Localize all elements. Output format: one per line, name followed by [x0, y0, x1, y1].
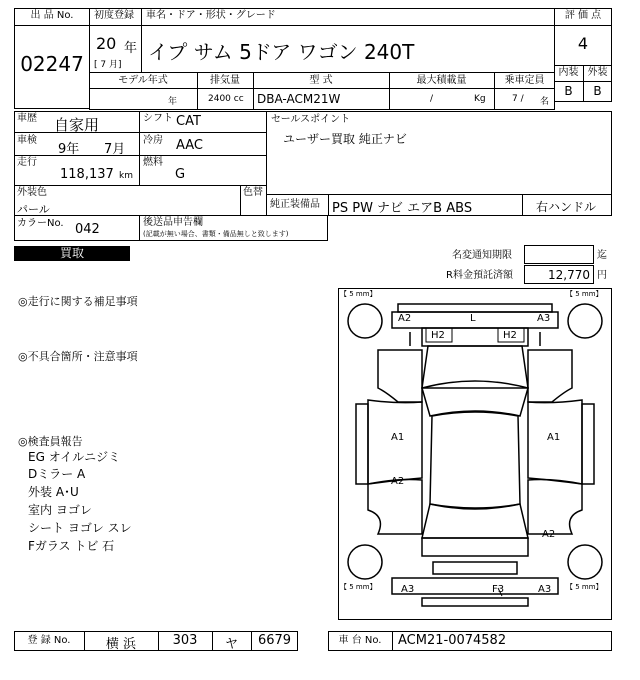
registration-label: 登 録 No. — [27, 635, 71, 646]
color-no-value: 042 — [75, 222, 100, 237]
tire-reading-front-right: 【 5 mm】 — [566, 290, 603, 298]
inspector-line: シート ヨゴレ スレ — [28, 521, 132, 535]
name-label: 車名・ドア・形状・グレード — [146, 10, 276, 21]
name-change-label: 名変通知期限 — [452, 250, 512, 261]
chassis-label: 車 台 No. — [338, 635, 382, 646]
damage-hood-right: H2 — [503, 330, 517, 341]
damage-side-right-rear: A2 — [542, 529, 556, 540]
chassis-number: ACM21-0074582 — [398, 633, 507, 648]
inspector-label: ◎検査員報告 — [18, 435, 83, 448]
damage-front-left: A2 — [398, 313, 412, 324]
driving-notes-label: ◎走行に関する補足事項 — [18, 295, 138, 308]
exterior-grade: B — [593, 84, 602, 98]
exterior-color-value: パール — [17, 203, 50, 216]
tire-reading-rear-right: 【 5 mm】 — [566, 583, 603, 591]
inspector-line: Fガラス トビ 石 — [28, 539, 115, 553]
color-change-label: 色替 — [243, 187, 263, 198]
first-reg-label: 初度登録 — [94, 10, 134, 21]
registration-number: 6679 — [257, 633, 292, 648]
damage-rear-center: F3 — [492, 584, 505, 595]
recycle-value: 12,770 — [548, 268, 590, 282]
capacity-unit: 名 — [540, 97, 550, 107]
history-label: 車歴 — [17, 113, 37, 124]
fuel-label: 燃料 — [143, 157, 163, 168]
name-change-box — [524, 245, 594, 264]
mileage-label: 走行 — [17, 157, 37, 168]
exterior-color-label: 外装色 — [17, 187, 47, 198]
color-no-label: カラーNo. — [17, 218, 64, 229]
history-value: 自家用 — [54, 116, 100, 134]
details-left — [14, 111, 267, 216]
sales-point-value: ユーザー買取 純正ナビ — [283, 132, 407, 146]
damage-front-right: A3 — [537, 313, 551, 324]
damage-side-right-front: A1 — [547, 432, 561, 443]
car-outline — [338, 288, 612, 620]
interior-label: 内装 — [558, 67, 579, 78]
postal-note: (記載が無い場合、書類・備品無しと致します) — [143, 230, 289, 238]
mileage-unit: km — [119, 171, 133, 181]
equipment-label: 純正装備品 — [270, 199, 320, 210]
purchase-badge: 買取 — [14, 246, 130, 261]
inspection-label: 車検 — [17, 135, 37, 146]
max-load-unit: Kg — [474, 94, 486, 104]
inspection-year: 9年 — [58, 142, 80, 157]
displacement-label: 排気量 — [210, 75, 240, 86]
model-year-label: モデル年式 — [118, 75, 168, 86]
exterior-label: 外装 — [587, 67, 608, 78]
ac-value: AAC — [176, 138, 203, 153]
inspector-line: 室内 ヨゴレ — [28, 503, 92, 517]
steering-value: 右ハンドル — [536, 200, 597, 214]
capacity-label: 乗車定員 — [504, 75, 545, 86]
inspector-line: EG オイルニジミ — [28, 450, 121, 464]
sales-point-label: セールスポイント — [271, 114, 351, 125]
registration-class: 303 — [172, 633, 198, 648]
first-reg-month: [ 7 月] — [94, 60, 122, 70]
registration-region: 横 浜 — [105, 637, 137, 652]
lot-label: 出 品 No. — [30, 10, 74, 21]
registration-kana: ヤ — [224, 637, 238, 652]
inspector-line: Dミラー A — [28, 467, 86, 481]
max-load-value: / — [430, 94, 434, 104]
damage-hood-left: H2 — [431, 330, 445, 341]
damage-side-left-front: A1 — [391, 432, 405, 443]
equipment-value: PS PW ナビ エアB ABS — [332, 201, 473, 216]
year-unit: 年 — [124, 41, 138, 56]
damage-rear-left: A3 — [401, 584, 415, 595]
lot-number: 02247 — [20, 52, 84, 76]
type-label: 型 式 — [309, 75, 333, 86]
displacement-value: 2400 cc — [208, 94, 244, 104]
inspector-line: 外装 A･U — [28, 485, 79, 499]
type-value: DBA-ACM21W — [257, 92, 341, 106]
recycle-label: R料金預託済額 — [446, 270, 513, 281]
shift-label: シフト — [143, 113, 173, 124]
mileage-value: 118,137 — [60, 167, 114, 182]
recycle-unit: 円 — [597, 270, 607, 281]
defects-label: ◎不具合箇所・注意事項 — [18, 350, 138, 363]
name-change-unit: 迄 — [597, 250, 607, 261]
model-year-value: 年 — [168, 97, 178, 107]
interior-grade: B — [564, 84, 573, 98]
shift-value: CAT — [176, 114, 201, 129]
tire-reading-front-left: 【 5 mm】 — [340, 290, 377, 298]
max-load-label: 最大積載量 — [416, 75, 467, 86]
fuel-value: G — [175, 167, 186, 182]
first-reg-year: 20 — [96, 34, 117, 53]
score-value: 4 — [577, 34, 589, 53]
postal-label: 後送品申告欄 — [143, 217, 203, 228]
inspection-month: 7月 — [104, 142, 126, 157]
damage-front-center: L — [470, 313, 476, 324]
vehicle-name: イプ サム 5ドア ワゴン 240T — [148, 40, 415, 64]
score-label: 評 価 点 — [564, 10, 602, 21]
ac-label: 冷房 — [143, 135, 163, 146]
tire-reading-rear-left: 【 5 mm】 — [340, 583, 377, 591]
damage-side-left-rear: A2 — [391, 476, 405, 487]
damage-rear-right: A3 — [538, 584, 552, 595]
capacity-value: 7 / — [512, 94, 524, 104]
